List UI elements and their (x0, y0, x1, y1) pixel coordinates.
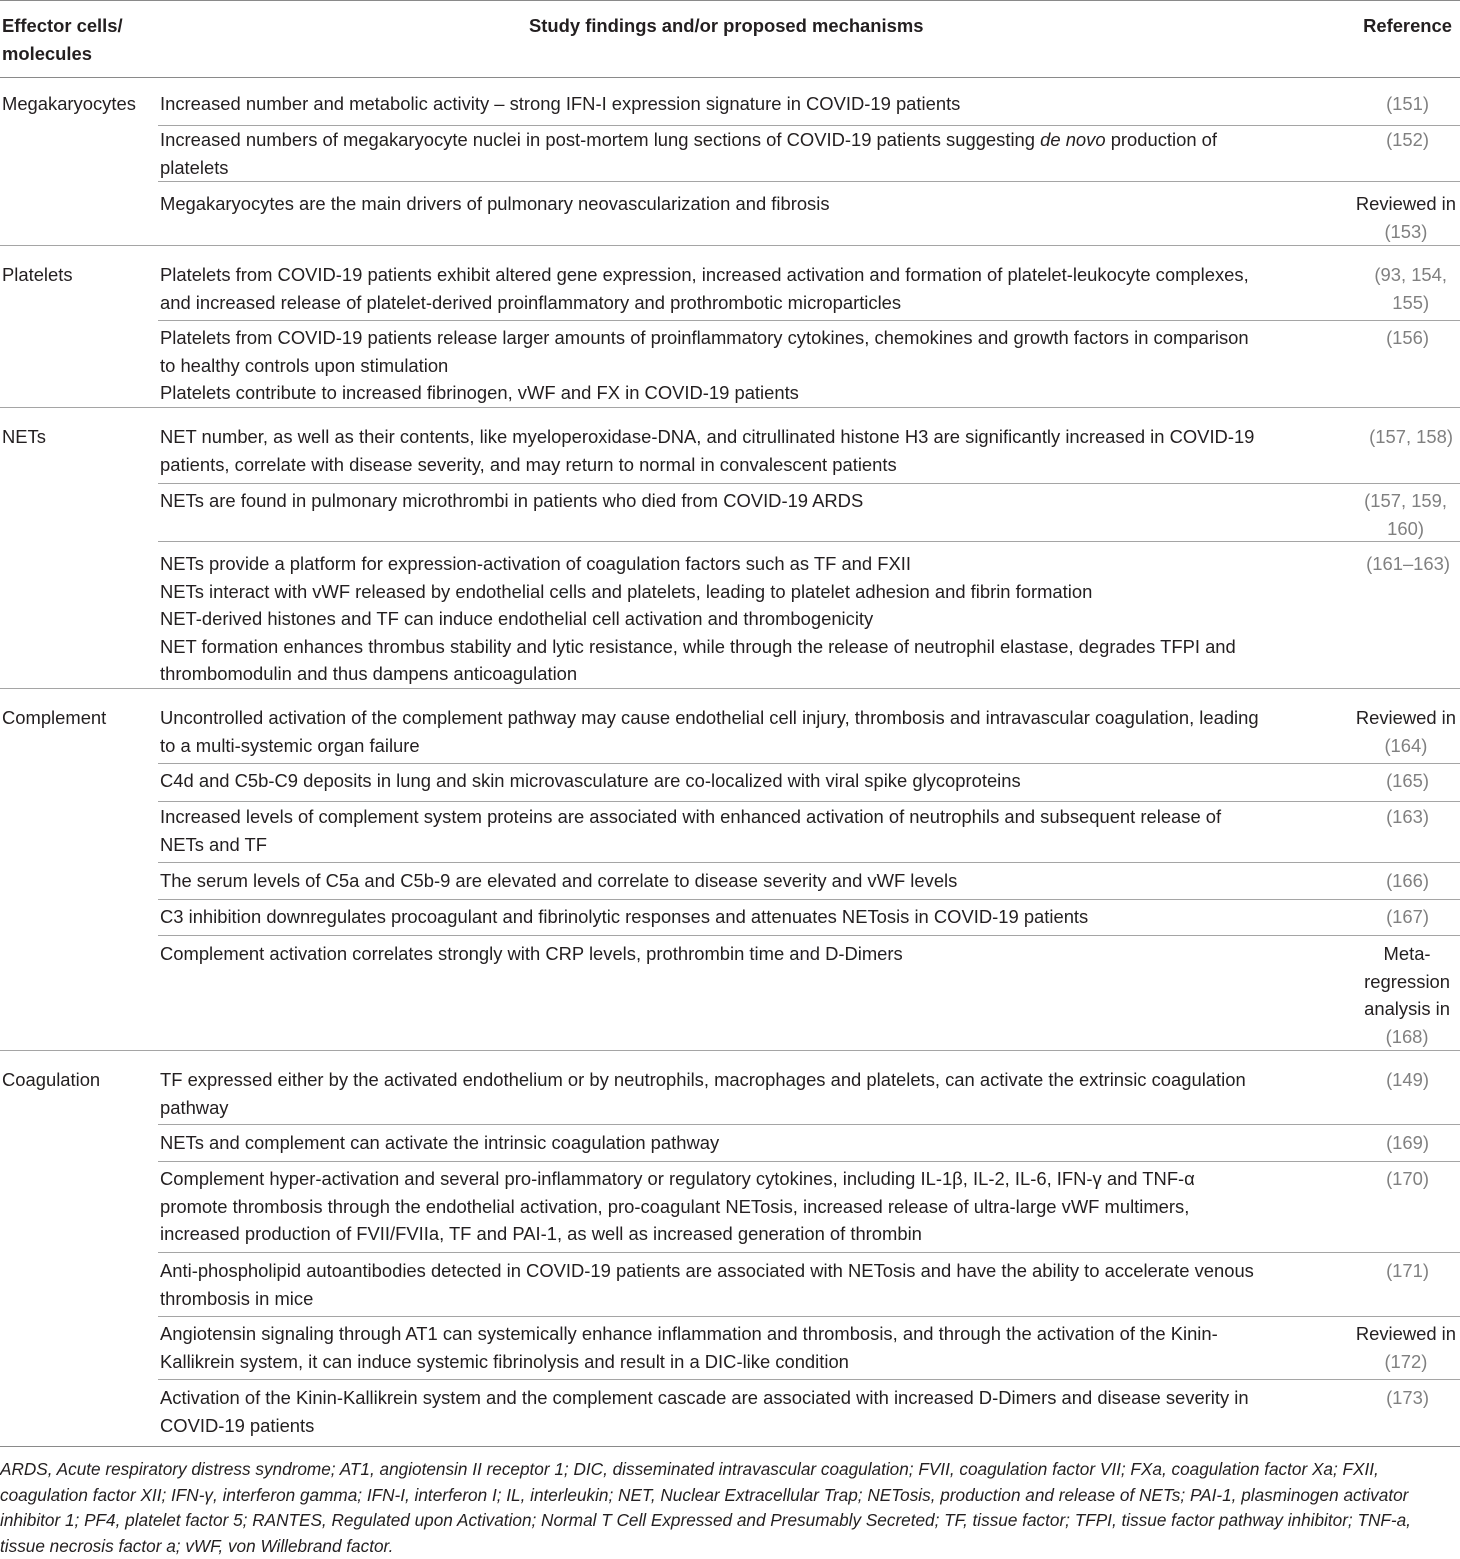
reference-link[interactable]: (165) (1386, 770, 1429, 791)
group-divider (0, 1050, 1460, 1051)
table-top-rule (0, 0, 1460, 1)
header-effector-cells: Effector cells/ molecules (2, 15, 123, 64)
finding-text: Increased levels of complement system proteins are associated with enhanced activation of neutrophils and subsequent release of NETs and TF (160, 806, 1222, 855)
finding-text: C4d and C5b-C9 deposits in lung and skin microvasculature are co-localized with viral spike glycoproteins (160, 770, 1021, 791)
row-divider (158, 1379, 1460, 1380)
row-divider (158, 935, 1460, 936)
reference-link[interactable]: (149) (1386, 1069, 1429, 1090)
reference-link[interactable]: (171) (1386, 1260, 1429, 1281)
reference-link[interactable]: (157, 159, 160) (1364, 490, 1447, 539)
finding-text: Uncontrolled activation of the complement pathway may cause endothelial cell injury, thrombosis and intravascular coagulation, leading to a multi-systemic organ failure (160, 707, 1259, 756)
finding-text: Platelets from COVID-19 patients exhibit altered gene expression, increased activation and formation of platelet-leukocyte complexes, and increased release of platelet-derived proinflammatory and prothrombotic microparticles (160, 264, 1249, 313)
row-divider (158, 1252, 1460, 1253)
row-divider (158, 1124, 1460, 1125)
reference-link[interactable]: (93, 154, 155) (1374, 264, 1447, 313)
finding-text: Platelets from COVID-19 patients release larger amounts of proinflammatory cytokines, chemokines and growth factors in comparison to healthy controls upon stimulation Platelets contribute to increased fibrinogen, vWF and FX in COVID-19 patients (160, 327, 1249, 403)
group-label-megakaryocytes: Megakaryocytes (2, 93, 136, 114)
finding-text: NETs and complement can activate the intrinsic coagulation pathway (160, 1132, 720, 1153)
row-divider (158, 1161, 1460, 1162)
group-label-complement: Complement (2, 707, 107, 728)
group-label-coagulation: Coagulation (2, 1069, 101, 1090)
finding-text: The serum levels of C5a and C5b-9 are elevated and correlate to disease severity and vWF levels (160, 870, 958, 891)
row-divider (158, 899, 1460, 900)
reference-link[interactable]: (170) (1386, 1168, 1429, 1189)
row-divider (158, 862, 1460, 863)
table-bottom-rule (0, 1446, 1460, 1447)
row-divider (158, 483, 1460, 484)
table-footnote: ARDS, Acute respiratory distress syndrome; AT1, angiotensin II receptor 1; DIC, disseminated intravascular coagulation; FVII, coagulation factor VII; FXa, coagulation factor Xa; FXII, coagulation factor XII; IFN-γ, interferon gamma; IFN-I, interferon I; IL, interleukin; NET, Nuclear Extracellular Trap; NETosis, production and release of NETs; PAI-1, plasminogen activator inhibitor 1; PF4, platelet factor 5; RANTES, Regulated upon Activation; Normal T Cell Expressed and Presumably Secreted; TF, tissue factor; TFPI, tissue factor pathway inhibitor; TNF-a, tissue necrosis factor a; vWF, von Willebrand factor. (0, 1459, 1411, 1556)
group-divider (0, 407, 1460, 408)
group-label-nets: NETs (2, 426, 46, 447)
reference-link[interactable]: (151) (1386, 93, 1429, 114)
reference-link[interactable]: (164) (1384, 734, 1428, 756)
reference-cell: Meta- regression analysis in (168) (1364, 940, 1450, 1050)
row-divider (158, 1316, 1460, 1317)
reference-link[interactable]: (161–163) (1366, 553, 1450, 574)
finding-text: Complement hyper-activation and several pro-inflammatory or regulatory cytokines, including IL-1β, IL-2, IL-6, IFN-γ and TNF-α promote thrombosis through the endothelial activation, pro-coagulant NETosis, increased release of ultra-large vWF multimers, increased production of FVII/FVIIa, TF and PAI-1, as well as increased generation of thrombin (160, 1168, 1195, 1244)
finding-text: Megakaryocytes are the main drivers of pulmonary neovascularization and fibrosis (160, 193, 830, 214)
finding-text: NET number, as well as their contents, like myeloperoxidase-DNA, and citrullinated histone H3 are significantly increased in COVID-19 patients, correlate with disease severity, and may return to normal in convalescent patients (160, 426, 1255, 475)
row-divider (158, 320, 1460, 321)
reference-link[interactable]: (168) (1385, 1025, 1429, 1047)
finding-text: Increased number and metabolic activity – strong IFN-I expression signature in COVID-19 patients (160, 93, 961, 114)
header-reference: Reference (1363, 15, 1452, 36)
reference-link[interactable]: (173) (1386, 1387, 1429, 1408)
reference-link[interactable]: (169) (1386, 1132, 1429, 1153)
finding-text: NETs provide a platform for expression-activation of coagulation factors such as TF and FXII NETs interact with vWF released by endothelial cells and platelets, leading to platelet adhesion and fibrin formation NET-derived histones and TF can induce endothelial cell activation and thrombogenicity NET formation enhances thrombus stability and lytic resistance, while through the release of neutrophil elastase, degrades TFPI and thrombomodulin and thus dampens anticoagulation (160, 553, 1236, 684)
reference-link[interactable]: (172) (1384, 1350, 1428, 1372)
header-study-findings: Study findings and/or proposed mechanisms (529, 15, 924, 36)
reference-link[interactable]: (156) (1386, 327, 1429, 348)
row-divider (158, 541, 1460, 542)
reference-link[interactable]: (167) (1386, 906, 1429, 927)
reference-cell: Reviewed in (172) (1356, 1320, 1456, 1375)
finding-text: Complement activation correlates strongly with CRP levels, prothrombin time and D-Dimers (160, 943, 903, 964)
reference-cell: Reviewed in (153) (1356, 190, 1456, 245)
group-label-platelets: Platelets (2, 264, 73, 285)
group-divider (0, 688, 1460, 689)
reference-link[interactable]: (153) (1384, 220, 1428, 242)
row-divider (158, 801, 1460, 802)
finding-text: Anti-phospholipid autoantibodies detected in COVID-19 patients are associated with NETosis and have the ability to accelerate venous thrombosis in mice (160, 1260, 1254, 1309)
row-divider (158, 763, 1460, 764)
reference-cell: Reviewed in (164) (1356, 704, 1456, 759)
reference-link[interactable]: (157, 158) (1369, 426, 1453, 447)
reference-link[interactable]: (152) (1386, 129, 1429, 150)
finding-text: C3 inhibition downregulates procoagulant and fibrinolytic responses and attenuates NETosis in COVID-19 patients (160, 906, 1089, 927)
finding-text: Increased numbers of megakaryocyte nuclei in post-mortem lung sections of COVID-19 patients suggesting de novo production of platelets (160, 129, 1218, 178)
finding-text: Angiotensin signaling through AT1 can systemically enhance inflammation and thrombosis, and through the activation of the Kinin- Kallikrein system, it can induce systemic fibrinolysis and result in a DIC-like condition (160, 1323, 1218, 1372)
group-divider (0, 245, 1460, 246)
row-divider (158, 181, 1460, 182)
reference-link[interactable]: (163) (1386, 806, 1429, 827)
reference-link[interactable]: (166) (1386, 870, 1429, 891)
finding-text: NETs are found in pulmonary microthrombi in patients who died from COVID-19 ARDS (160, 490, 864, 511)
finding-text: TF expressed either by the activated endothelium or by neutrophils, macrophages and platelets, can activate the extrinsic coagulation pathway (160, 1069, 1246, 1118)
finding-text: Activation of the Kinin-Kallikrein system and the complement cascade are associated with increased D-Dimers and disease severity in COVID-19 patients (160, 1387, 1249, 1436)
header-rule (0, 77, 1460, 78)
